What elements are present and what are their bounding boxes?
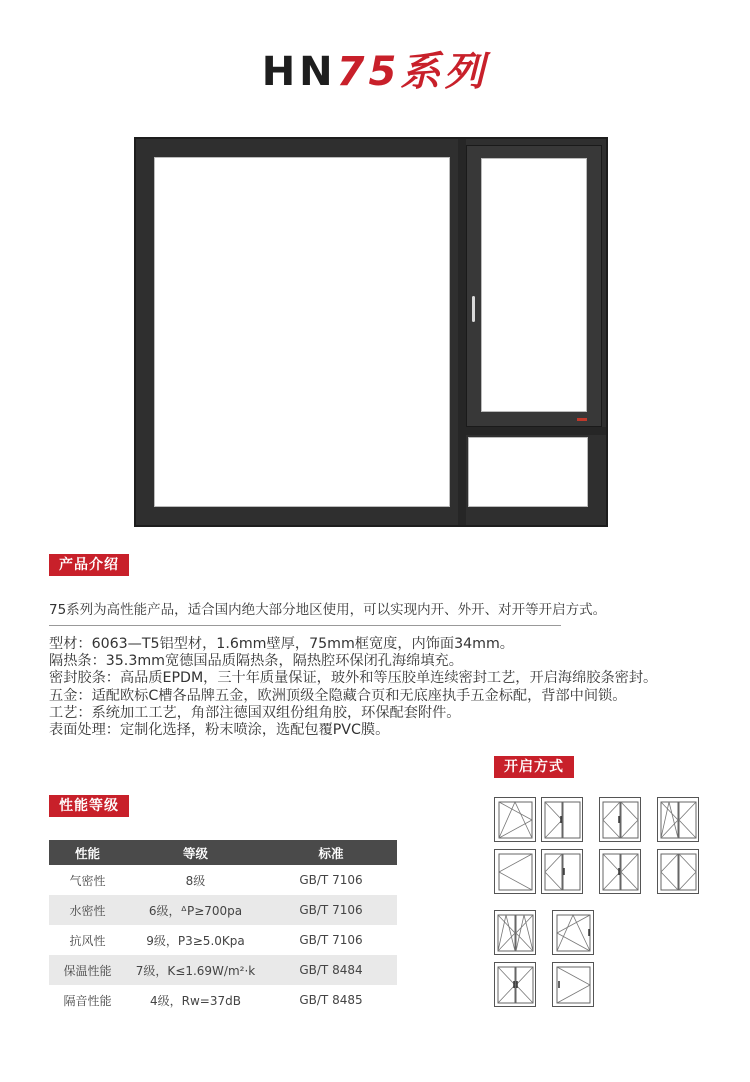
opening-section-tag: 开启方式 [494, 756, 574, 778]
spec-line: 密封胶条：高品质EPDM，三十年质量保证，玻外和等压胶单连续密封工艺，开启海绵胶条密封。 [49, 670, 658, 687]
table-cell: 7级，K≤1.69W/m²·k [126, 955, 265, 985]
opening-diagram-icon [541, 849, 583, 894]
column-header: 性能 [49, 840, 126, 865]
table-header-row [49, 840, 397, 865]
opening-diagram-icon [599, 849, 641, 894]
spec-line: 工艺：系统加工工艺，角部注德国双组份组角胶，环保配套附件。 [49, 704, 461, 721]
table-cell: GB/T 8484 [265, 955, 397, 985]
opening-diagram-icon [552, 962, 594, 1007]
performance-table [49, 840, 397, 1015]
divider [49, 625, 561, 626]
window-product-image [134, 137, 608, 527]
opening-diagram-icon [541, 797, 583, 842]
column-header: 等级 [126, 840, 265, 865]
transom [466, 427, 606, 435]
opening-diagram-icon [552, 910, 594, 955]
table-cell: 气密性 [69, 873, 106, 888]
table-cell: 水密性 [49, 895, 126, 925]
table-cell: 隔音性能 [63, 993, 112, 1008]
brand-mark-icon [577, 418, 587, 421]
vertical-mullion [458, 139, 466, 525]
opening-diagram-icon [599, 797, 641, 842]
opening-diagram-icon [657, 849, 699, 894]
fixed-glass-pane [154, 157, 450, 507]
table-cell: 9级，P3≥5.0Kpa [146, 933, 245, 948]
opening-diagram-icon [494, 910, 536, 955]
table-cell: GB/T 8485 [299, 993, 363, 1007]
table-row [49, 895, 397, 925]
spec-line: 隔热条：35.3mm宽德国品质隔热条，隔热腔环保闭孔海绵填充。 [49, 653, 463, 670]
lower-fixed-pane [468, 437, 588, 507]
title-suffix: 75系列 [336, 49, 489, 95]
title-prefix: HN [261, 49, 337, 95]
opening-diagram-icon [494, 962, 536, 1007]
page-title [0, 48, 750, 96]
opening-diagram-icon [494, 797, 536, 842]
table-row [49, 985, 397, 1015]
spec-line: 型材：6063—T5铝型材，1.6mm壁厚，75mm框宽度，内饰面34mm。 [49, 636, 514, 652]
table-cell: GB/T 7106 [265, 895, 397, 925]
table-row [49, 955, 397, 985]
opening-diagram-icon [494, 849, 536, 894]
spec-line: 五金：适配欧标C槽各品牌五金，欧洲顶级全隐藏合页和无底座执手五金标配，背部中间锁。 [49, 687, 627, 704]
table-cell: 6级，ᐞP≥700pa [126, 895, 265, 925]
table-row [49, 865, 397, 895]
table-cell: 4级，Rw=37dB [150, 993, 241, 1008]
table-cell: 8级 [185, 873, 206, 888]
intro-section-tag: 产品介绍 [49, 554, 129, 576]
performance-section-tag: 性能等级 [49, 795, 129, 817]
table-row [49, 925, 397, 955]
sash-glass-pane [481, 158, 587, 412]
spec-line: 表面处理：定制化选择，粉末喷涂，选配包覆PVC膜。 [49, 721, 390, 738]
table-cell: 保温性能 [49, 955, 126, 985]
spec-list [49, 636, 657, 739]
window-handle-icon [472, 296, 475, 322]
opening-sash [466, 145, 602, 427]
column-header: 标准 [265, 840, 397, 865]
opening-diagram-icon [657, 797, 699, 842]
intro-text: 75系列为高性能产品，适合国内绝大部分地区使用，可以实现内开、外开、对开等开启方式。 [49, 602, 607, 618]
table-cell: 抗风性 [69, 933, 106, 948]
table-cell: GB/T 7106 [299, 873, 363, 887]
table-cell: GB/T 7106 [299, 933, 363, 947]
